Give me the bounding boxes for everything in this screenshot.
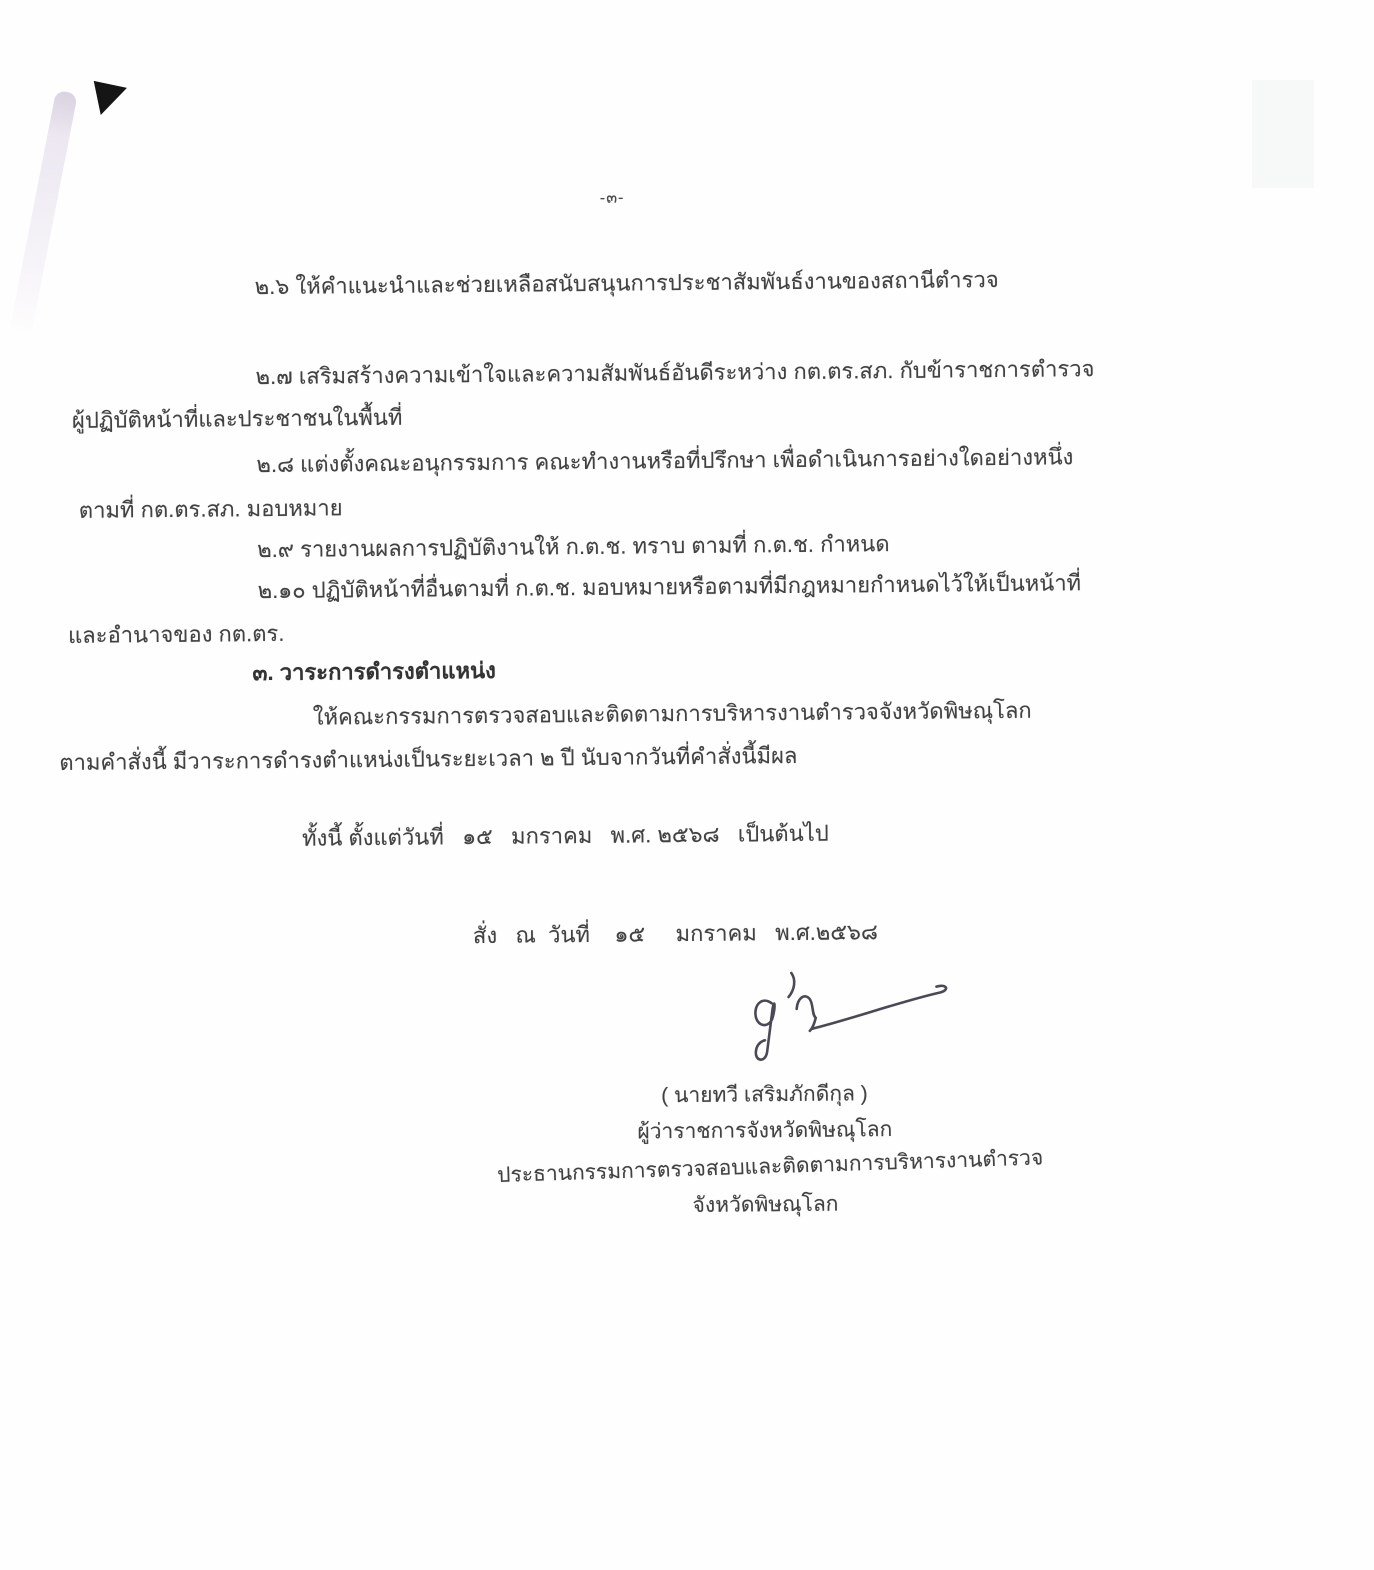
effective-date-line: ทั้งนี้ ตั้งแต่วันที่ ๑๕ มกราคม พ.ศ. ๒๕๖๘ เป็นต้นไป [301,820,829,851]
signature-ink-icon [703,965,984,1078]
clause-2-10-line1: ๒.๑๐ ปฏิบัติหน้าที่อื่นตามที่ ก.ต.ช. มอบหมายหรือตามที่มีกฎหมายกำหนดไว้ให้เป็นหน้าที่ [257,570,1082,604]
clause-2-6: ๒.๖ ให้คำแนะนำและช่วยเหลือสนับสนุนการประชาสัมพันธ์งานของสถานีตำรวจ [254,266,999,300]
signature [703,965,984,1078]
signer-position-2: ประธานกรรมการตรวจสอบและติดตามการบริหารงานตำรวจ [496,1146,1044,1188]
clause-2-10-line2: และอำนาจของ กต.ตร. [67,620,285,648]
page-number: -๓- [599,189,625,207]
clause-2-7-line1: ๒.๗ เสริมสร้างความเข้าใจและความสัมพันธ์อันดีระหว่าง กต.ตร.สภ. กับข้าราชการตำรวจ [255,356,1095,390]
clause-2-7-line2: ผู้ปฏิบัติหน้าที่และประชาชนในพื้นที่ [71,404,403,433]
clause-2-8-line1: ๒.๘ แต่งตั้งคณะอนุกรรมการ คณะทำงานหรือที่ปรึกษา เพื่อดำเนินการอย่างใดอย่างหนึ่ง [256,444,1074,478]
section-3-line2: ตามคำสั่งนี้ มีวาระการดำรงตำแหน่งเป็นระยะเวลา ๒ ปี นับจากวันที่คำสั่งนี้มีผล [59,742,798,776]
signer-position-1: ผู้ว่าราชการจังหวัดพิษณุโลก [637,1118,893,1144]
section-3-heading: ๓. วาระการดำรงตำแหน่ง [252,657,496,686]
signer-name: ( นายทวี เสริมภักดีกุล ) [661,1082,868,1108]
section-3-line1: ให้คณะกรรมการตรวจสอบและติดตามการบริหารงานตำรวจจังหวัดพิษณุโลก [312,697,1032,730]
clause-2-8-line2: ตามที่ กต.ตร.สภ. มอบหมาย [78,495,343,523]
clause-2-9: ๒.๙ รายงานผลการปฏิบัติงานให้ ก.ต.ช. ทราบ ตามที่ ก.ต.ช. กำหนด [257,531,890,563]
order-date-line: สั่ง ณ วันที่ ๑๕ มกราคม พ.ศ.๒๕๖๘ [472,919,879,949]
signer-position-3: จังหวัดพิษณุโลก [692,1192,839,1217]
